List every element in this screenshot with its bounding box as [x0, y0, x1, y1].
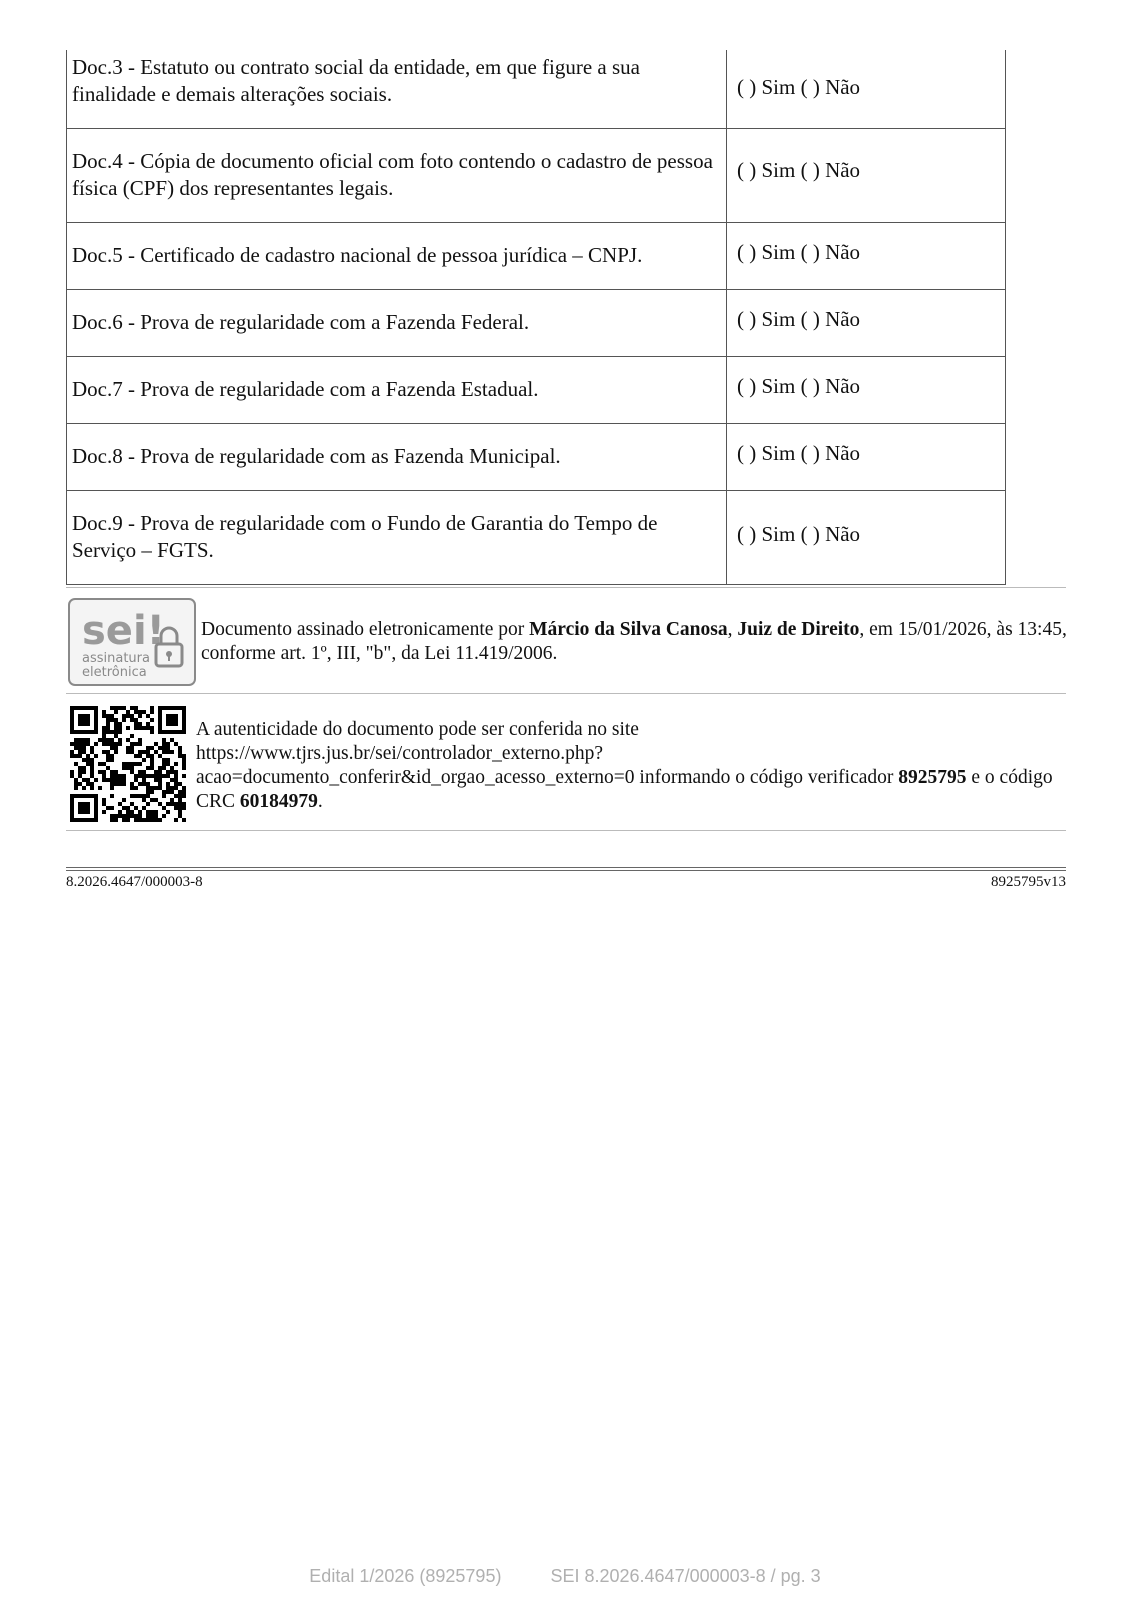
doc-options: ( ) Sim ( ) Não: [727, 356, 1006, 423]
doc-description: Doc.3 - Estatuto ou contrato social da entidade, em que figure a sua finalidade e demais alterações sociais.: [67, 50, 727, 128]
signature-statement: Documento assinado eletronicamente por Márcio da Silva Canosa, Juiz de Direito, em 15/01/2026, às 13:45, conforme art. 1º, III, "b", da Lei 11.419/2006.: [201, 619, 1067, 664]
sei-logo-caption-2: eletrônica: [82, 665, 147, 680]
documents-checklist-table: [66, 50, 1006, 585]
footer-rule: [66, 870, 1066, 871]
doc-options: ( ) Sim ( ) Não: [727, 222, 1006, 289]
verifier-code: 8925795: [898, 767, 967, 788]
document-version: 8925795v13: [991, 874, 1066, 890]
doc-options: ( ) Sim ( ) Não: [727, 50, 1006, 128]
sei-page-reference: SEI 8.2026.4647/000003-8 / pg. 3: [550, 1566, 821, 1586]
table-row: [67, 50, 1006, 128]
divider: [66, 693, 1066, 694]
signer-name: Márcio da Silva Canosa: [529, 619, 728, 640]
doc-description: Doc.6 - Prova de regularidade com a Fazenda Federal.: [67, 289, 727, 356]
verification-url: https://www.tjrs.jus.br/sei/controlador_externo.php?: [196, 743, 604, 764]
table-row: [67, 423, 1006, 490]
qr-code: [70, 706, 186, 822]
divider: [66, 587, 1066, 588]
electronic-signature-block: [66, 598, 1066, 688]
table-row: [67, 128, 1006, 222]
doc-description: Doc.7 - Prova de regularidade com a Fazenda Estadual.: [67, 356, 727, 423]
edital-reference: Edital 1/2026 (8925795): [309, 1566, 502, 1586]
doc-description: Doc.8 - Prova de regularidade com as Fazenda Municipal.: [67, 423, 727, 490]
sei-logo-graphic: [70, 600, 194, 684]
page-footer: [0, 1566, 1130, 1587]
authenticity-block: [66, 706, 1066, 824]
sei-logo-caption-1: assinatura: [82, 651, 150, 666]
doc-description: Doc.5 - Certificado de cadastro nacional de pessoa jurídica – CNPJ.: [67, 222, 727, 289]
doc-options: ( ) Sim ( ) Não: [727, 490, 1006, 584]
footer-rule: [66, 867, 1066, 868]
sei-logo-wordmark: sei!: [82, 608, 165, 654]
table-row: [67, 356, 1006, 423]
table-row: [67, 490, 1006, 584]
doc-options: ( ) Sim ( ) Não: [727, 289, 1006, 356]
process-number: 8.2026.4647/000003-8: [66, 874, 203, 890]
divider: [66, 830, 1066, 831]
sei-signature-logo: [68, 598, 196, 686]
authenticity-statement: A autenticidade do documento pode ser conferida no site https://www.tjrs.jus.br/sei/controlador_externo.php? acao=documento_conferir&id_orgao_acesso_externo=0 informando o código verificador 8925795 e o código CRC 60184979.: [196, 718, 1066, 814]
doc-description: Doc.4 - Cópia de documento oficial com foto contendo o cadastro de pessoa física (CPF) dos representantes legais.: [67, 128, 727, 222]
doc-options: ( ) Sim ( ) Não: [727, 128, 1006, 222]
doc-options: ( ) Sim ( ) Não: [727, 423, 1006, 490]
table-row: [67, 222, 1006, 289]
doc-description: Doc.9 - Prova de regularidade com o Fundo de Garantia do Tempo de Serviço – FGTS.: [67, 490, 727, 584]
crc-code: 60184979: [239, 791, 318, 812]
table-row: [67, 289, 1006, 356]
signer-role: Juiz de Direito: [737, 619, 860, 640]
